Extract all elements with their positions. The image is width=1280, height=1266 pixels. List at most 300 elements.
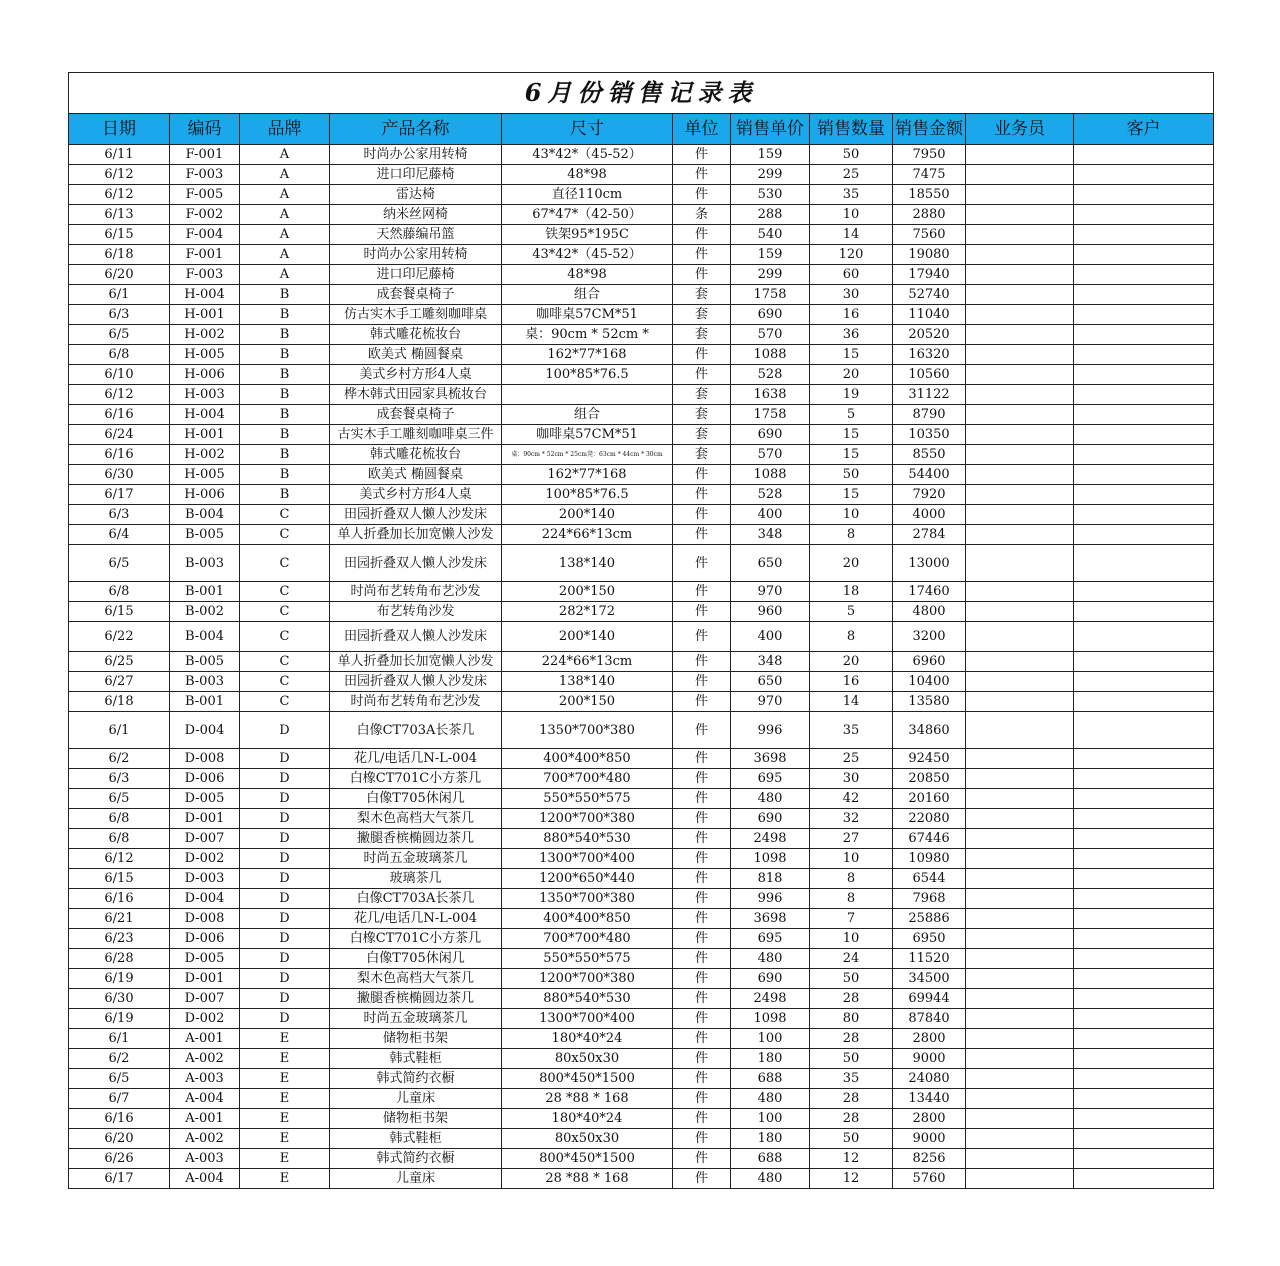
cell-date[interactable]: 6/13 — [69, 205, 170, 225]
cell-customer[interactable] — [1074, 909, 1214, 929]
cell-quantity[interactable]: 35 — [810, 185, 893, 205]
cell-size[interactable]: 162*77*168 — [502, 345, 673, 365]
cell-salesperson[interactable] — [966, 1009, 1074, 1029]
cell-code[interactable]: B-001 — [170, 692, 240, 712]
cell-size[interactable]: 700*700*480 — [502, 929, 673, 949]
cell-unit[interactable]: 件 — [673, 165, 731, 185]
cell-code[interactable]: H-001 — [170, 425, 240, 445]
cell-salesperson[interactable] — [966, 505, 1074, 525]
cell-date[interactable]: 6/28 — [69, 949, 170, 969]
cell-code[interactable]: D-002 — [170, 849, 240, 869]
cell-code[interactable]: D-003 — [170, 869, 240, 889]
cell-unit-price[interactable]: 2498 — [731, 829, 810, 849]
cell-quantity[interactable]: 15 — [810, 485, 893, 505]
cell-brand[interactable]: A — [240, 225, 330, 245]
cell-unit[interactable]: 件 — [673, 869, 731, 889]
col-header-brand[interactable]: 品牌 — [240, 114, 330, 145]
cell-unit[interactable]: 件 — [673, 345, 731, 365]
cell-product-name[interactable]: 纳米丝网椅 — [330, 205, 502, 225]
cell-date[interactable]: 6/17 — [69, 485, 170, 505]
cell-unit-price[interactable]: 180 — [731, 1049, 810, 1069]
cell-code[interactable]: D-001 — [170, 969, 240, 989]
cell-size[interactable]: 1300*700*400 — [502, 1009, 673, 1029]
cell-unit-price[interactable]: 540 — [731, 225, 810, 245]
cell-unit[interactable]: 件 — [673, 265, 731, 285]
cell-unit[interactable]: 件 — [673, 1089, 731, 1109]
cell-salesperson[interactable] — [966, 1149, 1074, 1169]
cell-code[interactable]: B-005 — [170, 652, 240, 672]
cell-size[interactable]: 1200*700*380 — [502, 809, 673, 829]
cell-code[interactable]: D-008 — [170, 749, 240, 769]
cell-product-name[interactable]: 韩式简约衣橱 — [330, 1069, 502, 1089]
cell-code[interactable]: D-006 — [170, 769, 240, 789]
cell-date[interactable]: 6/3 — [69, 505, 170, 525]
cell-amount[interactable]: 13000 — [893, 545, 966, 582]
cell-code[interactable]: D-005 — [170, 789, 240, 809]
cell-unit-price[interactable]: 480 — [731, 789, 810, 809]
cell-salesperson[interactable] — [966, 425, 1074, 445]
cell-size[interactable]: 桌：90cm * 52cm * 25cm凳：63cm * 44cm * 30cm — [502, 445, 673, 465]
cell-size[interactable]: 组合 — [502, 405, 673, 425]
cell-code[interactable]: F-001 — [170, 245, 240, 265]
cell-salesperson[interactable] — [966, 582, 1074, 602]
cell-product-name[interactable]: 田园折叠双人懒人沙发床 — [330, 545, 502, 582]
cell-code[interactable]: B-004 — [170, 505, 240, 525]
cell-date[interactable]: 6/11 — [69, 145, 170, 165]
cell-date[interactable]: 6/24 — [69, 425, 170, 445]
cell-unit[interactable]: 套 — [673, 445, 731, 465]
cell-brand[interactable]: D — [240, 769, 330, 789]
cell-customer[interactable] — [1074, 1089, 1214, 1109]
cell-amount[interactable]: 20520 — [893, 325, 966, 345]
cell-size[interactable]: 550*550*575 — [502, 789, 673, 809]
cell-brand[interactable]: E — [240, 1169, 330, 1189]
cell-date[interactable]: 6/22 — [69, 622, 170, 652]
cell-customer[interactable] — [1074, 245, 1214, 265]
cell-brand[interactable]: B — [240, 425, 330, 445]
cell-date[interactable]: 6/25 — [69, 652, 170, 672]
cell-unit[interactable]: 套 — [673, 325, 731, 345]
cell-salesperson[interactable] — [966, 909, 1074, 929]
cell-brand[interactable]: E — [240, 1149, 330, 1169]
cell-customer[interactable] — [1074, 889, 1214, 909]
cell-unit[interactable]: 件 — [673, 525, 731, 545]
cell-code[interactable]: D-008 — [170, 909, 240, 929]
cell-code[interactable]: D-007 — [170, 829, 240, 849]
cell-salesperson[interactable] — [966, 1129, 1074, 1149]
cell-date[interactable]: 6/7 — [69, 1089, 170, 1109]
cell-code[interactable]: H-004 — [170, 405, 240, 425]
cell-unit-price[interactable]: 690 — [731, 305, 810, 325]
cell-code[interactable]: B-004 — [170, 622, 240, 652]
cell-unit-price[interactable]: 528 — [731, 365, 810, 385]
cell-salesperson[interactable] — [966, 1109, 1074, 1129]
cell-customer[interactable] — [1074, 809, 1214, 829]
cell-product-name[interactable]: 时尚五金玻璃茶几 — [330, 1009, 502, 1029]
cell-size[interactable]: 138*140 — [502, 545, 673, 582]
cell-unit-price[interactable]: 570 — [731, 445, 810, 465]
cell-amount[interactable]: 10400 — [893, 672, 966, 692]
cell-quantity[interactable]: 30 — [810, 769, 893, 789]
col-header-size[interactable]: 尺寸 — [502, 114, 673, 145]
cell-product-name[interactable]: 时尚办公家用转椅 — [330, 145, 502, 165]
cell-size[interactable]: 700*700*480 — [502, 769, 673, 789]
col-header-quantity[interactable]: 销售数量 — [810, 114, 893, 145]
cell-customer[interactable] — [1074, 485, 1214, 505]
cell-code[interactable]: D-002 — [170, 1009, 240, 1029]
cell-brand[interactable]: D — [240, 749, 330, 769]
cell-unit[interactable]: 件 — [673, 969, 731, 989]
cell-code[interactable]: B-005 — [170, 525, 240, 545]
cell-code[interactable]: B-003 — [170, 672, 240, 692]
cell-unit-price[interactable]: 996 — [731, 889, 810, 909]
cell-product-name[interactable]: 美式乡村方形4人桌 — [330, 365, 502, 385]
cell-size[interactable]: 400*400*850 — [502, 909, 673, 929]
cell-size[interactable]: 100*85*76.5 — [502, 365, 673, 385]
cell-code[interactable]: H-005 — [170, 465, 240, 485]
cell-date[interactable]: 6/4 — [69, 525, 170, 545]
cell-code[interactable]: A-004 — [170, 1089, 240, 1109]
cell-date[interactable]: 6/1 — [69, 712, 170, 749]
cell-size[interactable]: 67*47*（42-50） — [502, 205, 673, 225]
cell-size[interactable]: 200*150 — [502, 692, 673, 712]
cell-brand[interactable]: D — [240, 869, 330, 889]
cell-customer[interactable] — [1074, 1169, 1214, 1189]
cell-size[interactable]: 180*40*24 — [502, 1109, 673, 1129]
cell-code[interactable]: H-005 — [170, 345, 240, 365]
cell-unit-price[interactable]: 818 — [731, 869, 810, 889]
cell-date[interactable]: 6/3 — [69, 769, 170, 789]
cell-brand[interactable]: E — [240, 1089, 330, 1109]
cell-quantity[interactable]: 28 — [810, 1029, 893, 1049]
cell-amount[interactable]: 69944 — [893, 989, 966, 1009]
cell-unit[interactable]: 件 — [673, 1149, 731, 1169]
cell-size[interactable]: 180*40*24 — [502, 1029, 673, 1049]
cell-quantity[interactable]: 8 — [810, 869, 893, 889]
col-header-amount[interactable]: 销售金额 — [893, 114, 966, 145]
cell-customer[interactable] — [1074, 445, 1214, 465]
cell-quantity[interactable]: 50 — [810, 465, 893, 485]
cell-product-name[interactable]: 韩式简约衣橱 — [330, 1149, 502, 1169]
cell-brand[interactable]: C — [240, 692, 330, 712]
cell-salesperson[interactable] — [966, 809, 1074, 829]
cell-quantity[interactable]: 8 — [810, 889, 893, 909]
cell-unit-price[interactable]: 688 — [731, 1149, 810, 1169]
cell-amount[interactable]: 6950 — [893, 929, 966, 949]
cell-unit-price[interactable]: 690 — [731, 969, 810, 989]
cell-quantity[interactable]: 10 — [810, 505, 893, 525]
cell-size[interactable]: 100*85*76.5 — [502, 485, 673, 505]
cell-product-name[interactable]: 韩式鞋柜 — [330, 1129, 502, 1149]
cell-customer[interactable] — [1074, 465, 1214, 485]
col-header-code[interactable]: 编码 — [170, 114, 240, 145]
cell-quantity[interactable]: 120 — [810, 245, 893, 265]
cell-unit-price[interactable]: 2498 — [731, 989, 810, 1009]
cell-code[interactable]: H-002 — [170, 325, 240, 345]
cell-brand[interactable]: C — [240, 652, 330, 672]
cell-amount[interactable]: 13580 — [893, 692, 966, 712]
cell-date[interactable]: 6/17 — [69, 1169, 170, 1189]
cell-unit-price[interactable]: 400 — [731, 622, 810, 652]
cell-size[interactable]: 咖啡桌57CM*51 — [502, 305, 673, 325]
cell-product-name[interactable]: 梨木色高档大气茶几 — [330, 969, 502, 989]
cell-product-name[interactable]: 进口印尼藤椅 — [330, 265, 502, 285]
cell-unit[interactable]: 件 — [673, 622, 731, 652]
cell-salesperson[interactable] — [966, 285, 1074, 305]
cell-code[interactable]: B-003 — [170, 545, 240, 582]
cell-code[interactable]: D-004 — [170, 712, 240, 749]
cell-unit-price[interactable]: 690 — [731, 809, 810, 829]
cell-quantity[interactable]: 50 — [810, 145, 893, 165]
cell-unit[interactable]: 套 — [673, 285, 731, 305]
cell-amount[interactable]: 6544 — [893, 869, 966, 889]
cell-code[interactable]: D-007 — [170, 989, 240, 1009]
cell-salesperson[interactable] — [966, 485, 1074, 505]
cell-customer[interactable] — [1074, 545, 1214, 582]
cell-unit-price[interactable]: 650 — [731, 545, 810, 582]
cell-amount[interactable]: 7968 — [893, 889, 966, 909]
cell-product-name[interactable]: 白像T705休闲几 — [330, 789, 502, 809]
cell-amount[interactable]: 10980 — [893, 849, 966, 869]
cell-product-name[interactable]: 撇腿香槟椭圆边茶几 — [330, 989, 502, 1009]
cell-product-name[interactable]: 白像CT703A长茶几 — [330, 712, 502, 749]
cell-salesperson[interactable] — [966, 165, 1074, 185]
cell-unit-price[interactable]: 1758 — [731, 405, 810, 425]
cell-date[interactable]: 6/16 — [69, 889, 170, 909]
cell-quantity[interactable]: 8 — [810, 622, 893, 652]
cell-quantity[interactable]: 10 — [810, 849, 893, 869]
cell-customer[interactable] — [1074, 225, 1214, 245]
cell-customer[interactable] — [1074, 949, 1214, 969]
cell-brand[interactable]: C — [240, 505, 330, 525]
cell-customer[interactable] — [1074, 1149, 1214, 1169]
cell-unit[interactable]: 件 — [673, 989, 731, 1009]
cell-salesperson[interactable] — [966, 769, 1074, 789]
cell-product-name[interactable]: 花几/电话几N-L-004 — [330, 749, 502, 769]
cell-brand[interactable]: B — [240, 365, 330, 385]
cell-unit[interactable]: 件 — [673, 505, 731, 525]
cell-product-name[interactable]: 桦木韩式田园家具梳妆台 — [330, 385, 502, 405]
cell-product-name[interactable]: 时尚办公家用转椅 — [330, 245, 502, 265]
cell-product-name[interactable]: 单人折叠加长加宽懒人沙发 — [330, 525, 502, 545]
cell-unit[interactable]: 件 — [673, 769, 731, 789]
cell-amount[interactable]: 3200 — [893, 622, 966, 652]
cell-product-name[interactable]: 田园折叠双人懒人沙发床 — [330, 505, 502, 525]
cell-salesperson[interactable] — [966, 1069, 1074, 1089]
cell-salesperson[interactable] — [966, 749, 1074, 769]
cell-product-name[interactable]: 田园折叠双人懒人沙发床 — [330, 622, 502, 652]
cell-salesperson[interactable] — [966, 692, 1074, 712]
cell-quantity[interactable]: 20 — [810, 365, 893, 385]
cell-code[interactable]: H-006 — [170, 485, 240, 505]
cell-customer[interactable] — [1074, 1109, 1214, 1129]
cell-product-name[interactable]: 仿古实木手工雕刻咖啡桌 — [330, 305, 502, 325]
cell-code[interactable]: H-003 — [170, 385, 240, 405]
cell-salesperson[interactable] — [966, 305, 1074, 325]
cell-salesperson[interactable] — [966, 385, 1074, 405]
cell-size[interactable]: 282*172 — [502, 602, 673, 622]
cell-brand[interactable]: D — [240, 949, 330, 969]
cell-date[interactable]: 6/30 — [69, 989, 170, 1009]
cell-product-name[interactable]: 古实木手工雕刻咖啡桌三件 — [330, 425, 502, 445]
cell-unit[interactable]: 件 — [673, 692, 731, 712]
cell-date[interactable]: 6/12 — [69, 385, 170, 405]
cell-date[interactable]: 6/15 — [69, 602, 170, 622]
cell-customer[interactable] — [1074, 385, 1214, 405]
cell-unit[interactable]: 件 — [673, 225, 731, 245]
cell-salesperson[interactable] — [966, 849, 1074, 869]
cell-date[interactable]: 6/18 — [69, 245, 170, 265]
cell-product-name[interactable]: 白橡CT701C小方茶几 — [330, 929, 502, 949]
cell-amount[interactable]: 67446 — [893, 829, 966, 849]
cell-brand[interactable]: D — [240, 849, 330, 869]
cell-product-name[interactable]: 欧美式 椭圆餐桌 — [330, 465, 502, 485]
cell-unit[interactable]: 件 — [673, 1029, 731, 1049]
cell-salesperson[interactable] — [966, 1029, 1074, 1049]
cell-customer[interactable] — [1074, 869, 1214, 889]
col-header-unit-price[interactable]: 销售单价 — [731, 114, 810, 145]
cell-quantity[interactable]: 12 — [810, 1149, 893, 1169]
cell-date[interactable]: 6/15 — [69, 869, 170, 889]
col-header-product-name[interactable]: 产品名称 — [330, 114, 502, 145]
cell-unit-price[interactable]: 180 — [731, 1129, 810, 1149]
cell-date[interactable]: 6/10 — [69, 365, 170, 385]
cell-product-name[interactable]: 时尚布艺转角布艺沙发 — [330, 692, 502, 712]
cell-size[interactable]: 200*150 — [502, 582, 673, 602]
cell-brand[interactable]: C — [240, 545, 330, 582]
cell-quantity[interactable]: 14 — [810, 225, 893, 245]
cell-quantity[interactable]: 50 — [810, 1129, 893, 1149]
cell-customer[interactable] — [1074, 1069, 1214, 1089]
cell-unit[interactable]: 套 — [673, 405, 731, 425]
cell-size[interactable]: 800*450*1500 — [502, 1149, 673, 1169]
cell-quantity[interactable]: 20 — [810, 545, 893, 582]
cell-date[interactable]: 6/5 — [69, 545, 170, 582]
cell-unit-price[interactable]: 400 — [731, 505, 810, 525]
cell-customer[interactable] — [1074, 1049, 1214, 1069]
cell-size[interactable]: 1200*650*440 — [502, 869, 673, 889]
cell-unit-price[interactable]: 348 — [731, 525, 810, 545]
cell-customer[interactable] — [1074, 769, 1214, 789]
cell-brand[interactable]: A — [240, 265, 330, 285]
cell-unit-price[interactable]: 299 — [731, 165, 810, 185]
cell-unit-price[interactable]: 1098 — [731, 849, 810, 869]
cell-unit[interactable]: 件 — [673, 245, 731, 265]
cell-product-name[interactable]: 韩式雕花梳妆台 — [330, 325, 502, 345]
cell-amount[interactable]: 2800 — [893, 1029, 966, 1049]
cell-customer[interactable] — [1074, 969, 1214, 989]
cell-salesperson[interactable] — [966, 949, 1074, 969]
cell-date[interactable]: 6/12 — [69, 185, 170, 205]
cell-amount[interactable]: 2800 — [893, 1109, 966, 1129]
cell-unit-price[interactable]: 1088 — [731, 465, 810, 485]
cell-product-name[interactable]: 儿童床 — [330, 1089, 502, 1109]
cell-salesperson[interactable] — [966, 465, 1074, 485]
cell-customer[interactable] — [1074, 929, 1214, 949]
cell-amount[interactable]: 7920 — [893, 485, 966, 505]
cell-quantity[interactable]: 10 — [810, 205, 893, 225]
cell-salesperson[interactable] — [966, 445, 1074, 465]
cell-amount[interactable]: 7475 — [893, 165, 966, 185]
cell-size[interactable]: 48*98 — [502, 265, 673, 285]
cell-product-name[interactable]: 梨木色高档大气茶几 — [330, 809, 502, 829]
cell-customer[interactable] — [1074, 712, 1214, 749]
cell-unit[interactable]: 件 — [673, 145, 731, 165]
cell-customer[interactable] — [1074, 1029, 1214, 1049]
cell-unit[interactable]: 条 — [673, 205, 731, 225]
cell-code[interactable]: A-001 — [170, 1029, 240, 1049]
cell-unit-price[interactable]: 970 — [731, 692, 810, 712]
cell-product-name[interactable]: 成套餐桌椅子 — [330, 405, 502, 425]
cell-size[interactable]: 800*450*1500 — [502, 1069, 673, 1089]
cell-unit[interactable]: 件 — [673, 829, 731, 849]
col-header-customer[interactable]: 客户 — [1074, 114, 1214, 145]
cell-product-name[interactable]: 韩式鞋柜 — [330, 1049, 502, 1069]
cell-size[interactable]: 48*98 — [502, 165, 673, 185]
cell-amount[interactable]: 13440 — [893, 1089, 966, 1109]
cell-unit[interactable]: 件 — [673, 949, 731, 969]
cell-brand[interactable]: D — [240, 889, 330, 909]
cell-quantity[interactable]: 19 — [810, 385, 893, 405]
cell-amount[interactable]: 4800 — [893, 602, 966, 622]
cell-salesperson[interactable] — [966, 325, 1074, 345]
cell-code[interactable]: D-006 — [170, 929, 240, 949]
cell-product-name[interactable]: 雷达椅 — [330, 185, 502, 205]
cell-date[interactable]: 6/30 — [69, 465, 170, 485]
cell-unit-price[interactable]: 100 — [731, 1029, 810, 1049]
cell-unit[interactable]: 件 — [673, 485, 731, 505]
cell-customer[interactable] — [1074, 285, 1214, 305]
cell-amount[interactable]: 10350 — [893, 425, 966, 445]
cell-salesperson[interactable] — [966, 969, 1074, 989]
cell-salesperson[interactable] — [966, 525, 1074, 545]
cell-product-name[interactable]: 成套餐桌椅子 — [330, 285, 502, 305]
cell-size[interactable]: 咖啡桌57CM*51 — [502, 425, 673, 445]
cell-amount[interactable]: 22080 — [893, 809, 966, 829]
cell-amount[interactable]: 34500 — [893, 969, 966, 989]
cell-date[interactable]: 6/5 — [69, 1069, 170, 1089]
cell-size[interactable]: 200*140 — [502, 505, 673, 525]
cell-unit-price[interactable]: 480 — [731, 1089, 810, 1109]
cell-product-name[interactable]: 田园折叠双人懒人沙发床 — [330, 672, 502, 692]
cell-customer[interactable] — [1074, 829, 1214, 849]
cell-quantity[interactable]: 32 — [810, 809, 893, 829]
cell-customer[interactable] — [1074, 672, 1214, 692]
col-header-unit[interactable]: 单位 — [673, 114, 731, 145]
cell-product-name[interactable]: 花几/电话几N-L-004 — [330, 909, 502, 929]
cell-unit-price[interactable]: 3698 — [731, 749, 810, 769]
cell-amount[interactable]: 20160 — [893, 789, 966, 809]
cell-code[interactable]: B-001 — [170, 582, 240, 602]
cell-unit-price[interactable]: 348 — [731, 652, 810, 672]
cell-unit-price[interactable]: 695 — [731, 929, 810, 949]
cell-customer[interactable] — [1074, 305, 1214, 325]
cell-brand[interactable]: C — [240, 582, 330, 602]
cell-brand[interactable]: A — [240, 205, 330, 225]
cell-amount[interactable]: 6960 — [893, 652, 966, 672]
cell-unit-price[interactable]: 530 — [731, 185, 810, 205]
cell-customer[interactable] — [1074, 145, 1214, 165]
cell-code[interactable]: D-001 — [170, 809, 240, 829]
cell-size[interactable]: 组合 — [502, 285, 673, 305]
cell-size[interactable]: 550*550*575 — [502, 949, 673, 969]
cell-date[interactable]: 6/8 — [69, 345, 170, 365]
cell-code[interactable]: H-001 — [170, 305, 240, 325]
cell-product-name[interactable]: 美式乡村方形4人桌 — [330, 485, 502, 505]
cell-unit[interactable]: 件 — [673, 1109, 731, 1129]
cell-salesperson[interactable] — [966, 205, 1074, 225]
cell-unit[interactable]: 件 — [673, 1009, 731, 1029]
